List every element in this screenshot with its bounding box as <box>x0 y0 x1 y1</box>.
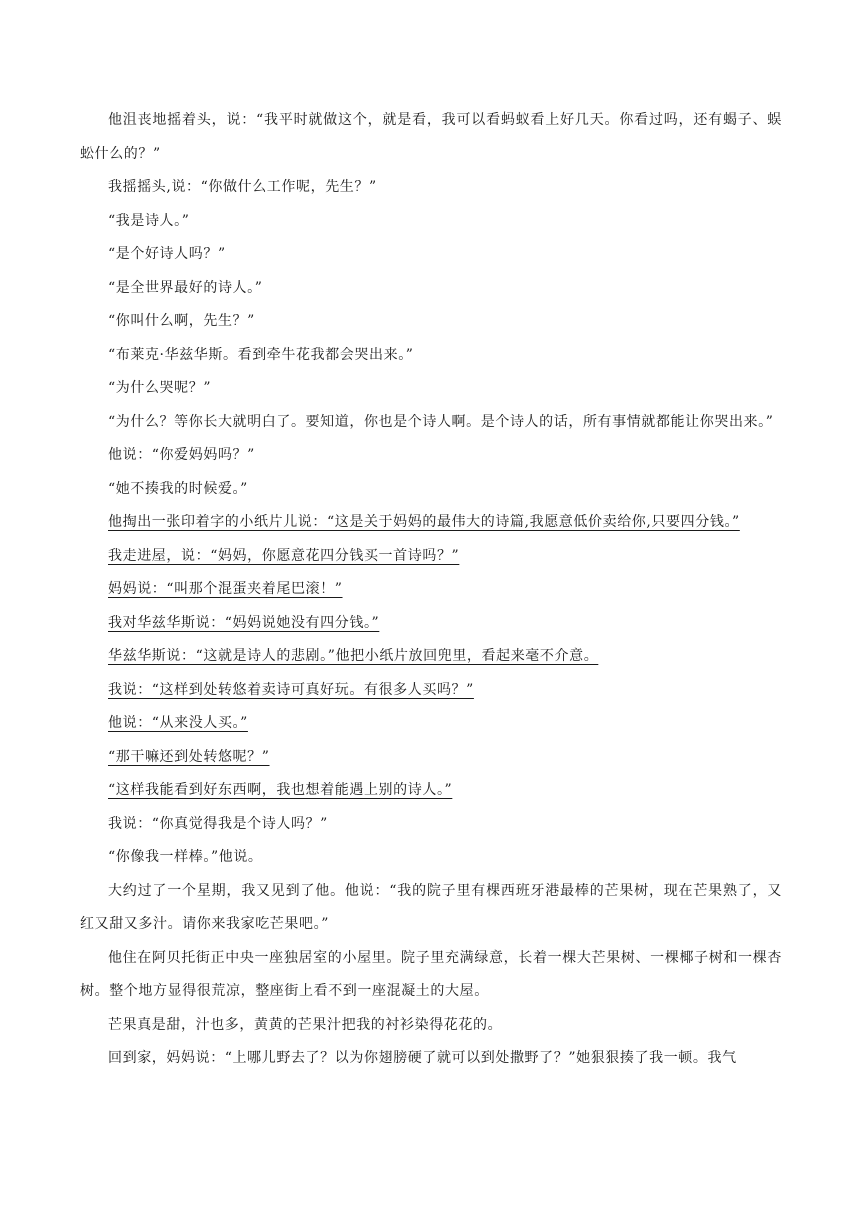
paragraph: 芒果真是甜，汁也多，黄黄的芒果汁把我的衬衫染得花花的。 <box>108 1016 503 1033</box>
underlined-paragraph: 我说：“这样到处转悠着卖诗可真好玩。有很多人买吗？” <box>108 681 474 698</box>
underlined-paragraph: “这样我能看到好东西啊，我也想着能遇上别的诗人。” <box>108 782 453 798</box>
paragraph: “她不揍我的时候爱。” <box>108 480 248 497</box>
paragraph: “我是诗人。” <box>108 212 190 229</box>
paragraph: 他说：“你爱妈妈吗？” <box>108 447 255 463</box>
paragraph: “为什么哭呢？” <box>108 380 212 396</box>
underlined-paragraph: 我走进屋，说：“妈妈，你愿意花四分钱买一首诗吗？” <box>108 547 460 564</box>
paragraph: “为什么？等你长大就明白了。要知道，你也是个诗人啊。是个诗人的话，所有事情就都能让你哭出来。” <box>108 413 774 430</box>
paragraph: “你叫什么啊，先生？” <box>108 313 255 329</box>
paragraph: “是个好诗人吗？” <box>108 246 226 262</box>
paragraph: 他住在阿贝托街正中央一座独居室的小屋里。院子里充满绿意，长着一棵大芒果树、一棵椰子树和一棵杏树。整个地方显得很荒凉，整座街上看不到一座混凝土的大屋。 <box>80 949 782 999</box>
paragraph: 回到家，妈妈说：“上哪儿野去了？以为你翅膀硬了就可以到处撒野了？”她狠狠揍了我一顿。我气 <box>108 1050 737 1066</box>
underlined-paragraph: 他掏出一张印着字的小纸片儿说：“这是关于妈妈的最伟大的诗篇,我愿意低价卖给你,只要四分钱。” <box>108 514 740 530</box>
underlined-paragraph: 我对华兹华斯说：“妈妈说她没有四分钱。” <box>108 614 380 631</box>
underlined-paragraph: “那干嘛还到处转悠呢？” <box>108 748 270 765</box>
underlined-paragraph: 华兹华斯说：“这就是诗人的悲剧。”他把小纸片放回兜里，看起来毫不介意。 <box>108 648 599 664</box>
paragraph: “布莱克·华兹华斯。看到牵牛花我都会哭出来。” <box>108 346 414 363</box>
underlined-paragraph: 他说：“从来没人买。” <box>108 715 248 731</box>
paragraph: 我说：“你真觉得我是个诗人吗？” <box>108 815 328 832</box>
paragraph: “是全世界最好的诗人。” <box>108 279 263 296</box>
paragraph: “你像我一样棒。”他说。 <box>108 849 263 865</box>
paragraph: 大约过了一个星期，我又见到了他。他说：“我的院子里有棵西班牙港最棒的芒果树，现在芒果熟了，又红又甜又多汁。请你来我家吃芒果吧。” <box>80 882 782 932</box>
document-body <box>80 104 782 1076</box>
paragraph: 我摇摇头,说：“你做什么工作呢，先生？” <box>108 179 377 195</box>
underlined-paragraph: 妈妈说：“叫那个混蛋夹着尾巴滚！” <box>108 581 343 597</box>
paragraph: 他沮丧地摇着头，说：“我平时就做这个，就是看，我可以看蚂蚁看上好几天。你看过吗，还有蝎子、蜈蚣什么的？” <box>80 112 782 162</box>
